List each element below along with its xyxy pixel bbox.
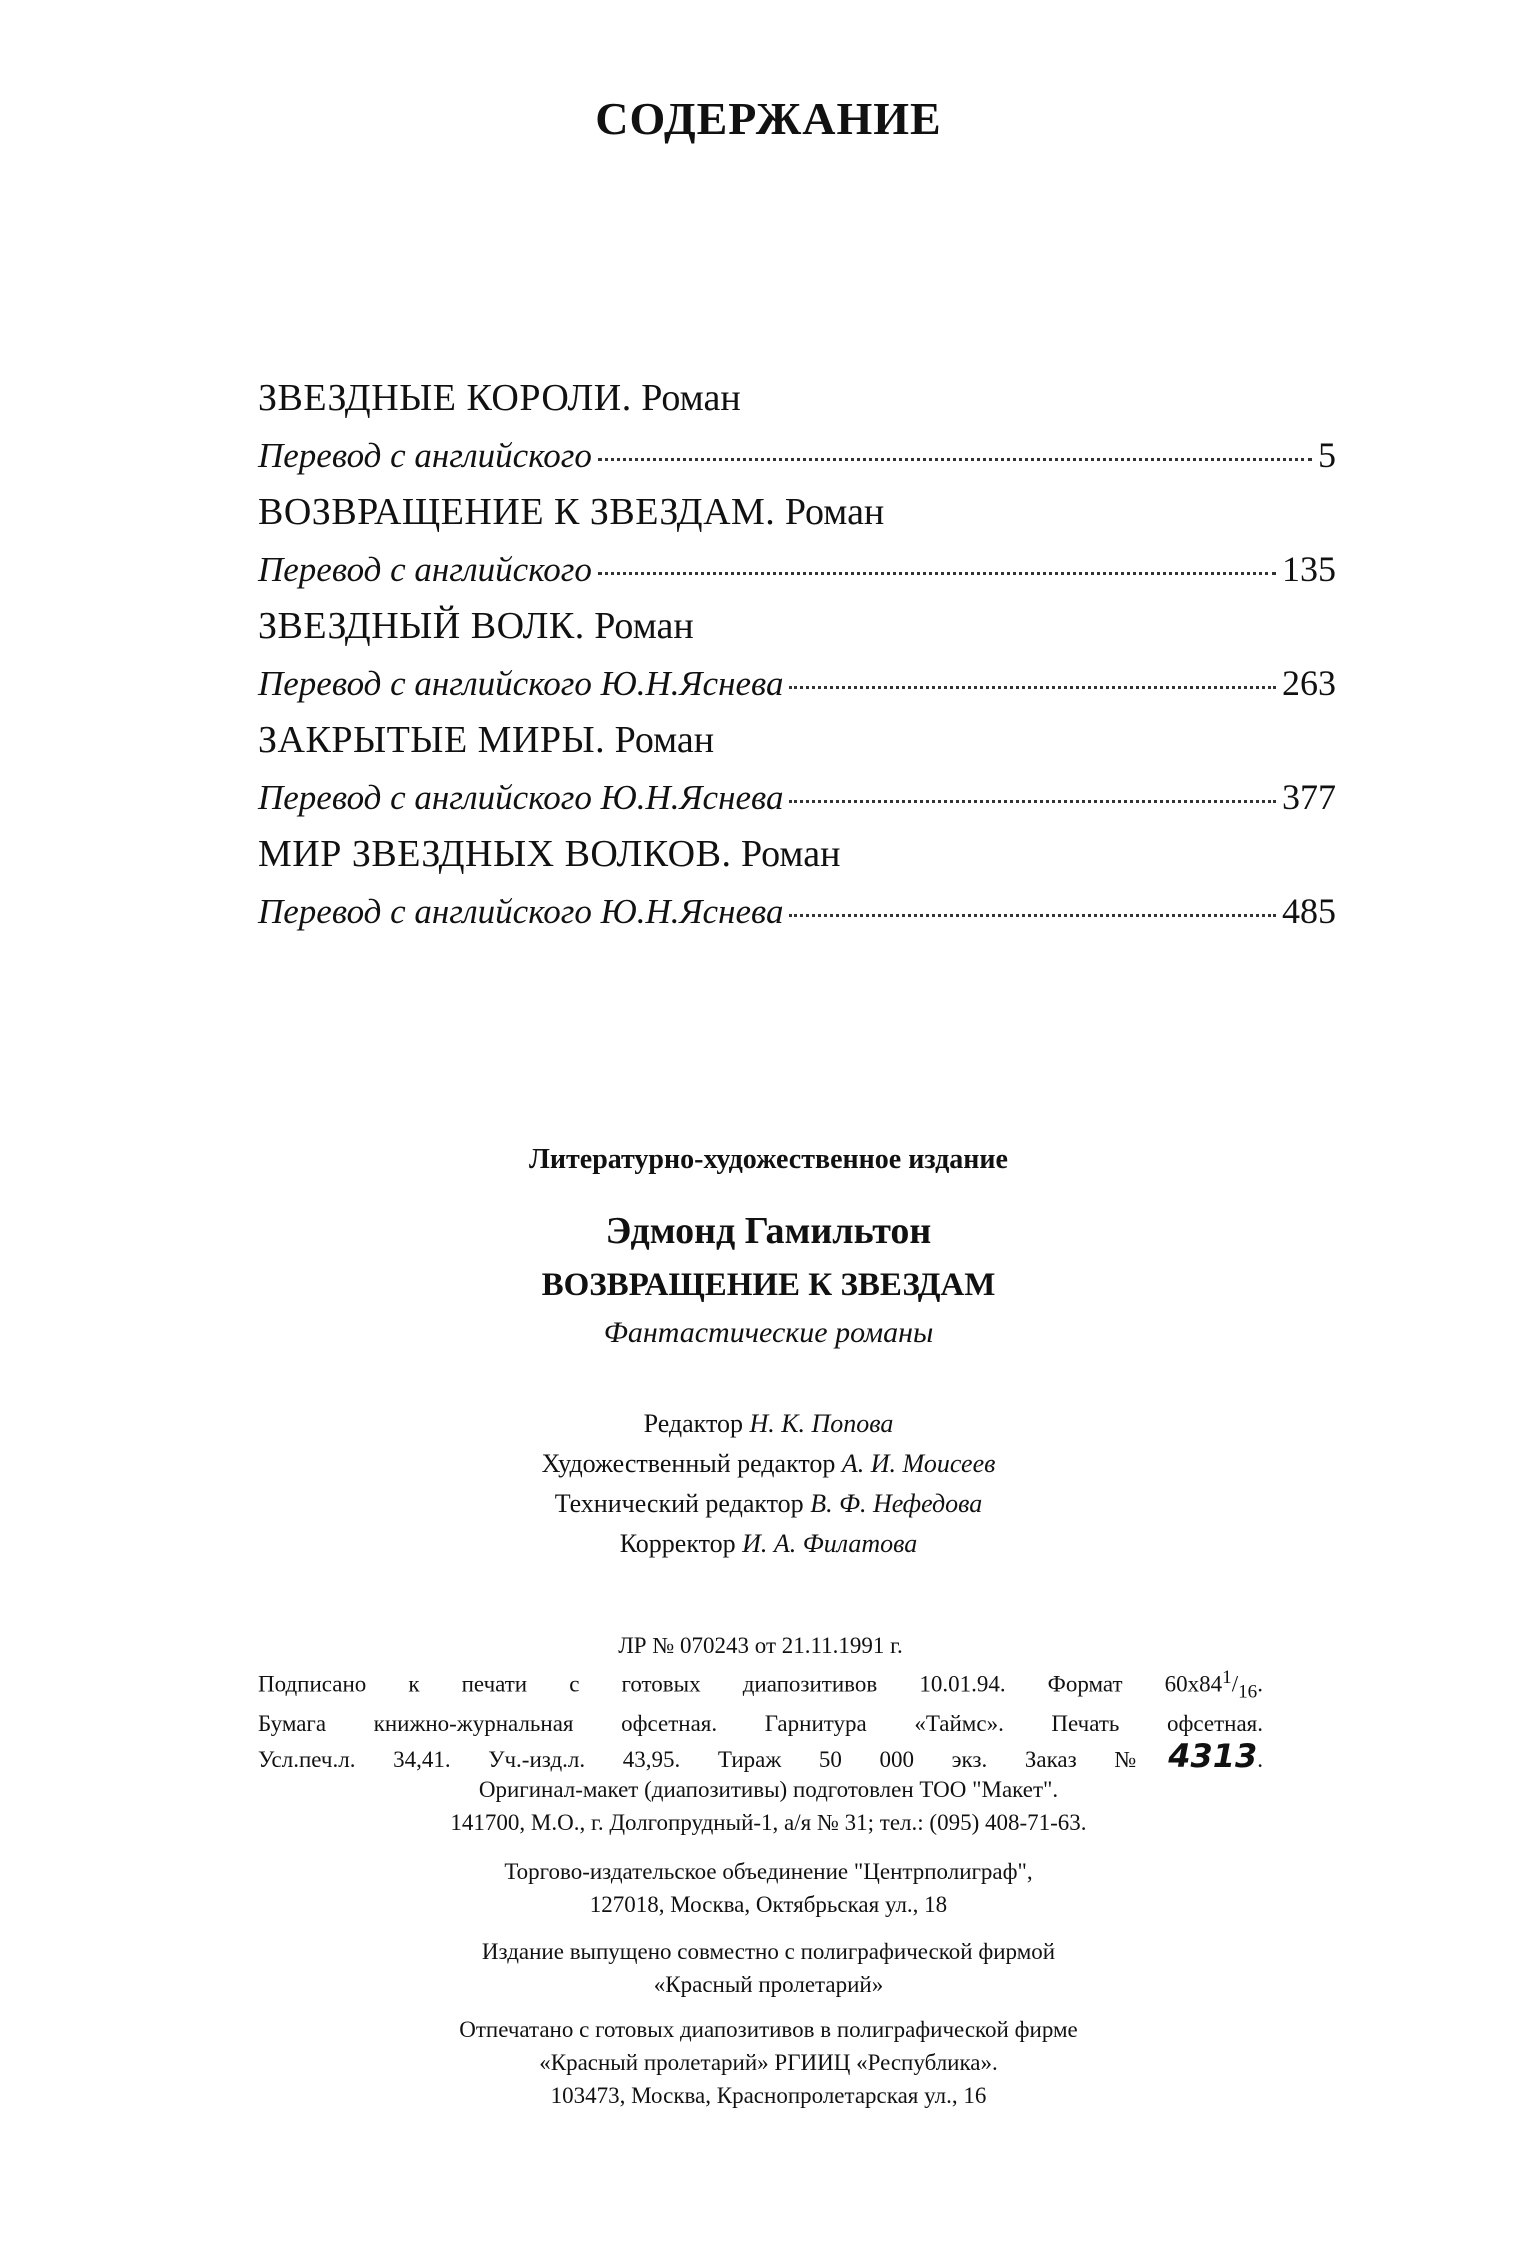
toc-genre: Роман xyxy=(614,719,715,761)
editorial-staff xyxy=(0,1404,1537,1564)
format-fraction-denominator: 16 xyxy=(1238,1681,1258,1703)
toc-entry-title-line xyxy=(258,826,1336,883)
toc-entry-translation-line xyxy=(258,883,1336,940)
toc-entry xyxy=(258,826,1336,940)
toc-entry-translation-line xyxy=(258,541,1336,598)
license-line: ЛР № 070243 от 21.11.1991 г. xyxy=(618,1633,903,1658)
toc-translation: Перевод с английского xyxy=(258,436,592,475)
toc-translation: Перевод с английского xyxy=(258,550,592,589)
author-name: Эдмонд Гамильтон xyxy=(605,1210,932,1252)
toc-work-title: МИР ЗВЕЗДНЫХ ВОЛКОВ. xyxy=(258,833,732,875)
toc-heading: СОДЕРЖАНИЕ xyxy=(595,93,942,144)
dot-leader xyxy=(789,772,1276,803)
staff-line xyxy=(0,1524,1537,1564)
printing-details xyxy=(258,1630,1263,1776)
dot-leader xyxy=(598,430,1312,461)
toc-entry-title-line xyxy=(258,484,1336,541)
toc-translation: Перевод с английского Ю.Н.Яснева xyxy=(258,664,784,703)
signed-to-print-text: Подписано к печати с готовых диапозитивов 10.01.94. Формат 60х84 xyxy=(258,1671,1223,1697)
table-of-contents xyxy=(258,370,1336,940)
staff-role: Корректор xyxy=(619,1529,736,1558)
address-line: 103473, Москва, Краснопролетарская ул., 16 xyxy=(550,2083,987,2108)
book-title: ВОЗВРАЩЕНИЕ К ЗВЕЗДАМ xyxy=(541,1267,996,1303)
toc-entry xyxy=(258,484,1336,598)
print-run-text: Усл.печ.л. 34,41. Уч.-изд.л. 43,95. Тираж 50 000 экз. Заказ № xyxy=(258,1747,1169,1773)
toc-page-number: 263 xyxy=(1282,663,1336,703)
address-line: «Красный пролетарий» РГИИЦ «Республика». xyxy=(539,2050,998,2075)
toc-page-number: 377 xyxy=(1282,777,1336,817)
format-fraction-numerator: 1 xyxy=(1222,1667,1232,1688)
toc-entry-translation-line xyxy=(258,769,1336,826)
toc-page-number: 5 xyxy=(1318,435,1336,475)
address-line: 141700, М.О., г. Долгопрудный-1, а/я № 31; тел.: (095) 408-71-63. xyxy=(450,1810,1087,1835)
toc-work-title: ВОЗВРАЩЕНИЕ К ЗВЕЗДАМ. xyxy=(258,491,776,533)
staff-line xyxy=(0,1444,1537,1484)
dot-leader xyxy=(598,544,1276,575)
toc-genre: Роман xyxy=(740,833,841,875)
staff-line xyxy=(0,1404,1537,1444)
staff-name: В. Ф. Нефедова xyxy=(810,1489,983,1518)
staff-line xyxy=(0,1484,1537,1524)
staff-name: Н. К. Попова xyxy=(749,1409,894,1438)
address-line: Издание выпущено совместно с полиграфической фирмой xyxy=(481,1939,1056,1964)
toc-work-title: ЗАКРЫТЫЕ МИРЫ. xyxy=(258,719,606,761)
toc-genre: Роман xyxy=(784,491,885,533)
address-line: Оригинал-макет (диапозитивы) подготовлен ТОО "Макет". xyxy=(478,1777,1059,1802)
dot-leader xyxy=(789,658,1276,689)
address-line: Отпечатано с готовых диапозитивов в полиграфической фирме xyxy=(459,2017,1078,2042)
publisher-block xyxy=(0,1855,1537,1921)
toc-genre: Роман xyxy=(594,605,694,647)
print-run-line: Усл.печ.л. 34,41. Уч.-изд.л. 43,95. Тираж 50 000 экз. Заказ №4313. xyxy=(258,1737,1263,1776)
signed-to-print-line: Подписано к печати с готовых диапозитивов 10.01.94. Формат $60х84^1/_{16}$. xyxy=(258,1667,1263,1703)
co-publisher-block xyxy=(0,1935,1537,2001)
address-line: 127018, Москва, Октябрьская ул., 18 xyxy=(589,1892,948,1917)
toc-entry-title-line xyxy=(258,712,1336,769)
toc-entry xyxy=(258,370,1336,484)
toc-page-number: 135 xyxy=(1282,549,1336,589)
staff-role: Технический редактор xyxy=(554,1489,804,1518)
toc-genre: Роман xyxy=(641,377,741,419)
edition-type: Литературно-художественное издание xyxy=(529,1144,1008,1175)
toc-work-title: ЗВЕЗДНЫЕ КОРОЛИ. xyxy=(258,377,632,419)
toc-translation: Перевод с английского Ю.Н.Яснева xyxy=(258,892,784,931)
imprint-block xyxy=(0,1140,1537,1564)
toc-entry xyxy=(258,598,1336,712)
dot-leader xyxy=(789,886,1276,917)
staff-role: Художественный редактор xyxy=(541,1449,836,1478)
handwritten-order-number: 4313 xyxy=(1168,1737,1258,1776)
book-subtitle: Фантастические романы xyxy=(603,1316,934,1349)
toc-entry-title-line xyxy=(258,370,1336,427)
address-line: «Красный пролетарий» xyxy=(653,1972,884,1997)
address-line: Торгово-издательское объединение "Центрполиграф", xyxy=(504,1859,1033,1884)
staff-role: Редактор xyxy=(643,1409,743,1438)
toc-translation: Перевод с английского Ю.Н.Яснева xyxy=(258,778,784,817)
toc-entry-title-line xyxy=(258,598,1336,655)
paper-line: Бумага книжно-журнальная офсетная. Гарнитура «Таймс». Печать офсетная. xyxy=(258,1711,1263,1737)
toc-entry-translation-line xyxy=(258,655,1336,712)
staff-name: И. А. Филатова xyxy=(742,1529,918,1558)
staff-name: А. И. Моисеев xyxy=(841,1449,996,1478)
toc-entry xyxy=(258,712,1336,826)
toc-work-title: ЗВЕЗДНЫЙ ВОЛК. xyxy=(258,605,585,647)
printer-block xyxy=(0,2013,1537,2112)
toc-page-number: 485 xyxy=(1282,891,1336,931)
toc-entry-translation-line xyxy=(258,427,1336,484)
layout-maker-block xyxy=(0,1773,1537,1839)
